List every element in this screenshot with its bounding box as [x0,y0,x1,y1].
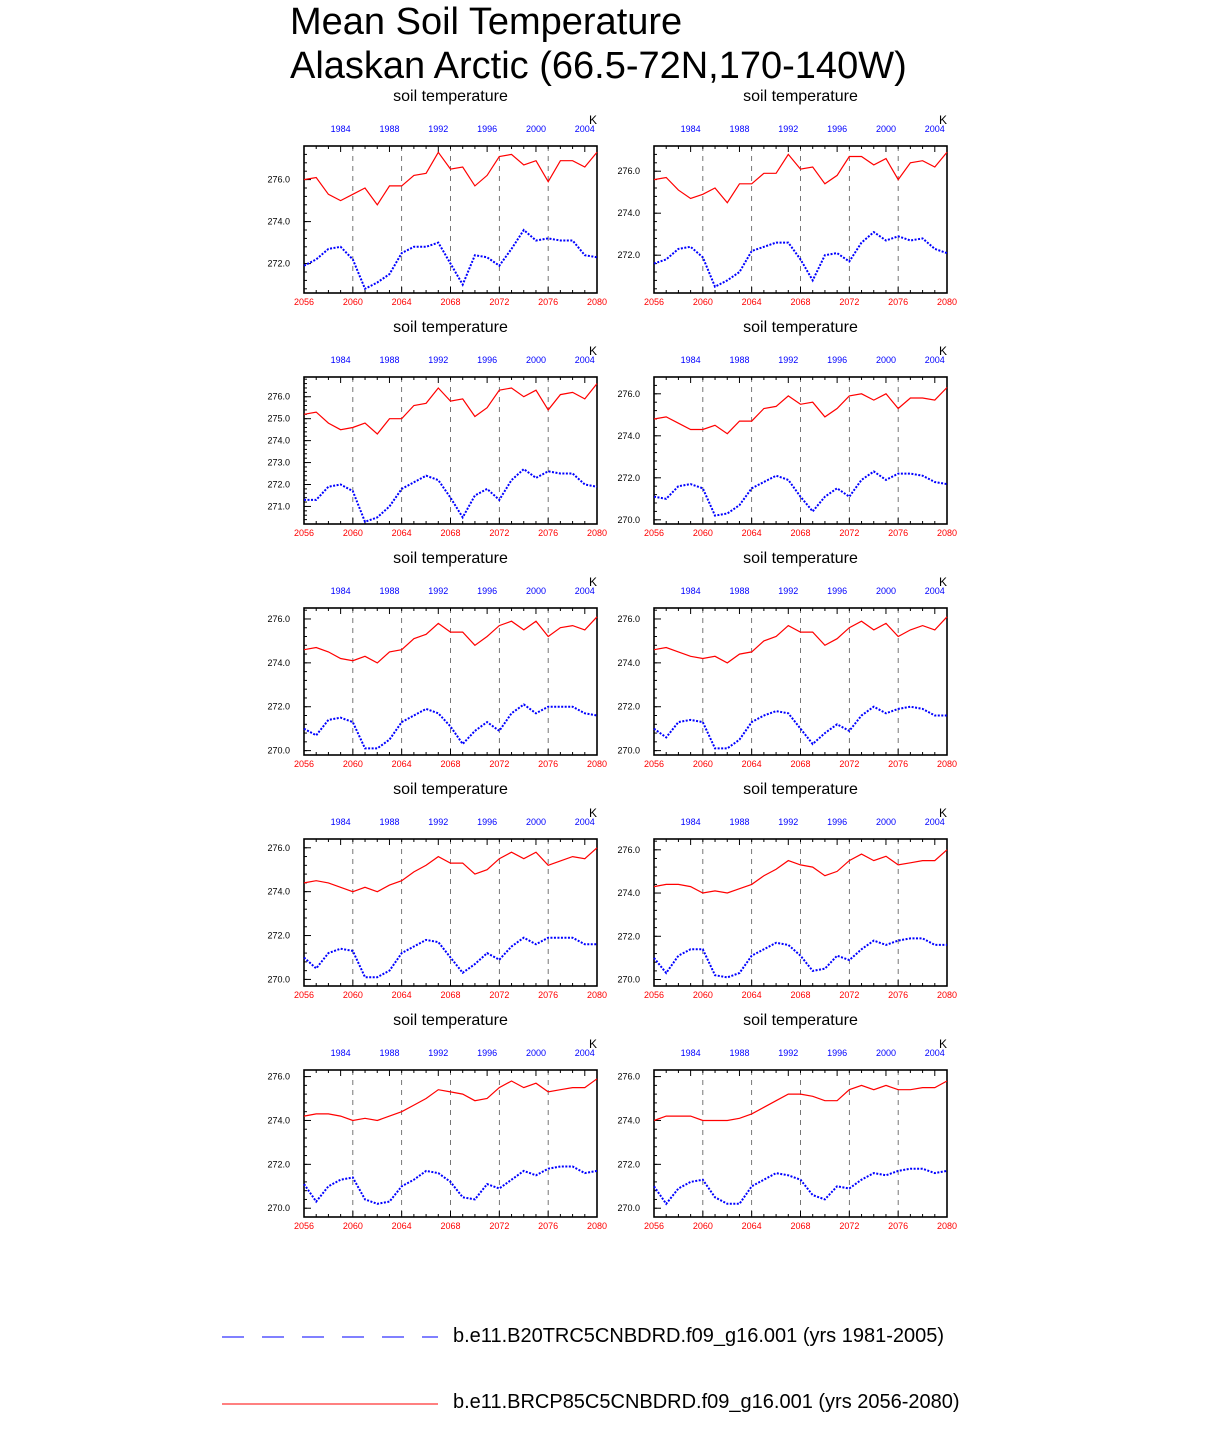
x-tick-label-bottom: 2056 [643,759,665,769]
x-tick-label-top: 1988 [729,817,750,827]
x-tick-label-bottom: 2080 [586,297,608,307]
panel-title: soil temperature [743,88,858,105]
x-tick-label-bottom: 2080 [936,1221,958,1231]
x-tick-label-top: 1992 [778,1048,799,1058]
x-tick-label-bottom: 2076 [538,297,559,307]
y-tick-label: 276.0 [267,391,290,402]
x-tick-label-bottom: 2060 [692,1221,713,1231]
x-tick-label-bottom: 2056 [643,297,665,307]
y-tick-label: 270.0 [617,514,640,525]
y-tick-label: 271.0 [267,501,290,512]
x-tick-label-bottom: 2056 [293,990,315,1000]
y-tick-label: 272.0 [617,472,640,483]
x-tick-label-top: 1992 [778,124,799,134]
y-tick-label: 274.0 [267,886,290,897]
x-tick-label-bottom: 2072 [839,528,860,538]
y-tick-label: 276.0 [267,842,290,853]
x-tick-label-top: 1988 [379,586,400,596]
panel-title: soil temperature [743,1012,858,1029]
x-tick-label-top: 2000 [875,586,896,596]
x-tick-label-top: 1996 [477,586,498,596]
units-label: K [938,344,948,358]
legend [0,1300,1224,1440]
panel-title: soil temperature [743,550,858,567]
x-tick-label-bottom: 2064 [391,990,412,1000]
x-tick-label-bottom: 2080 [936,759,958,769]
x-tick-label-top: 1996 [477,1048,498,1058]
y-tick-label: 272.0 [617,931,640,942]
x-tick-label-bottom: 2072 [489,990,510,1000]
x-tick-label-bottom: 2056 [643,1221,665,1231]
x-tick-label-bottom: 2068 [440,528,461,538]
units-label: K [938,1037,948,1051]
x-tick-label-bottom: 2080 [936,297,958,307]
x-tick-label-bottom: 2056 [643,528,665,538]
x-tick-label-bottom: 2080 [936,528,958,538]
x-tick-label-top: 1984 [680,124,701,134]
y-tick-label: 270.0 [267,745,290,756]
x-tick-label-bottom: 2068 [790,990,811,1000]
y-tick-label: 274.0 [267,1115,290,1126]
panel-6 [617,550,957,769]
x-tick-label-top: 1996 [827,1048,848,1058]
panel-1 [267,88,607,307]
x-tick-label-top: 2004 [924,355,945,365]
x-tick-label-top: 1984 [680,586,701,596]
y-tick-label: 274.0 [267,216,290,227]
x-tick-label-top: 2004 [574,1048,595,1058]
x-tick-label-bottom: 2072 [489,297,510,307]
x-tick-label-top: 1984 [330,1048,351,1058]
x-tick-label-top: 1992 [428,124,449,134]
x-tick-label-bottom: 2076 [538,759,559,769]
panel-3 [267,319,607,538]
y-tick-label: 272.0 [267,258,290,269]
y-tick-label: 274.0 [617,1115,640,1126]
panel-2 [617,88,957,307]
x-tick-label-top: 1984 [680,355,701,365]
x-tick-label-bottom: 2076 [888,759,909,769]
x-tick-label-top: 1996 [827,586,848,596]
x-tick-label-top: 1996 [827,355,848,365]
x-tick-label-bottom: 2060 [342,297,363,307]
units-label: K [588,113,598,127]
x-tick-label-bottom: 2060 [342,990,363,1000]
y-tick-label: 274.0 [617,888,640,899]
x-tick-label-top: 1992 [428,355,449,365]
y-tick-label: 270.0 [617,745,640,756]
x-tick-label-top: 1988 [379,1048,400,1058]
legend-lines [0,1300,460,1440]
x-tick-label-bottom: 2080 [586,759,608,769]
x-tick-label-bottom: 2076 [888,297,909,307]
x-tick-label-bottom: 2080 [586,990,608,1000]
x-tick-label-bottom: 2072 [839,990,860,1000]
x-tick-label-top: 1992 [778,355,799,365]
x-tick-label-bottom: 2060 [692,759,713,769]
x-tick-label-bottom: 2076 [538,528,559,538]
x-tick-label-bottom: 2068 [440,759,461,769]
x-tick-label-top: 1984 [680,1048,701,1058]
y-tick-label: 276.0 [617,1071,640,1082]
x-tick-label-top: 2004 [924,586,945,596]
panel-title: soil temperature [393,319,508,336]
x-tick-label-top: 2004 [574,586,595,596]
x-tick-label-top: 1992 [778,586,799,596]
panel-5 [267,550,607,769]
units-label: K [588,806,598,820]
x-tick-label-bottom: 2068 [790,759,811,769]
panel-8 [617,781,957,1000]
y-tick-label: 274.0 [267,435,290,446]
panel-title: soil temperature [393,781,508,798]
x-tick-label-top: 2000 [525,586,546,596]
panel-title: soil temperature [743,781,858,798]
x-tick-label-top: 1984 [680,817,701,827]
x-tick-label-bottom: 2060 [342,528,363,538]
x-tick-label-top: 1996 [827,817,848,827]
y-tick-label: 276.0 [617,388,640,399]
x-tick-label-bottom: 2056 [643,990,665,1000]
units-label: K [588,575,598,589]
panel-title: soil temperature [393,550,508,567]
x-tick-label-bottom: 2060 [342,1221,363,1231]
x-tick-label-top: 1988 [729,586,750,596]
x-tick-label-top: 1988 [379,355,400,365]
x-tick-label-top: 2004 [924,124,945,134]
y-tick-label: 276.0 [267,613,290,624]
x-tick-label-bottom: 2072 [489,528,510,538]
x-tick-label-top: 1988 [729,1048,750,1058]
y-tick-label: 270.0 [617,1203,640,1214]
x-tick-label-bottom: 2060 [342,759,363,769]
y-tick-label: 270.0 [617,974,640,985]
panel-title: soil temperature [393,88,508,105]
x-tick-label-top: 2004 [574,817,595,827]
x-tick-label-top: 1992 [428,817,449,827]
panel-10 [617,1012,957,1231]
y-tick-label: 276.0 [617,613,640,624]
y-tick-label: 276.0 [617,166,640,177]
y-tick-label: 270.0 [267,1203,290,1214]
figure-subtitle: Alaskan Arctic (66.5-72N,170-140W) [290,45,907,87]
y-tick-label: 274.0 [617,657,640,668]
y-tick-label: 276.0 [267,1071,290,1082]
x-tick-label-top: 1988 [379,124,400,134]
x-tick-label-bottom: 2064 [391,1221,412,1231]
y-tick-label: 272.0 [267,479,290,490]
y-tick-label: 276.0 [617,844,640,855]
x-tick-label-bottom: 2072 [839,297,860,307]
x-tick-label-bottom: 2064 [391,528,412,538]
x-tick-label-bottom: 2064 [741,297,762,307]
x-tick-label-top: 2000 [525,817,546,827]
x-tick-label-bottom: 2056 [293,297,315,307]
x-tick-label-bottom: 2072 [839,1221,860,1231]
x-tick-label-bottom: 2068 [440,297,461,307]
y-tick-label: 274.0 [267,657,290,668]
x-tick-label-top: 1992 [428,1048,449,1058]
units-label: K [938,575,948,589]
x-tick-label-bottom: 2064 [741,1221,762,1231]
x-tick-label-top: 2004 [574,124,595,134]
x-tick-label-bottom: 2060 [692,990,713,1000]
y-tick-label: 273.0 [267,457,290,468]
y-tick-label: 270.0 [267,974,290,985]
figure-title: Mean Soil Temperature [290,1,683,43]
x-tick-label-bottom: 2076 [538,990,559,1000]
x-tick-label-bottom: 2064 [741,990,762,1000]
x-tick-label-top: 1992 [428,586,449,596]
x-tick-label-top: 2000 [875,817,896,827]
x-tick-label-bottom: 2076 [888,528,909,538]
units-label: K [588,1037,598,1051]
x-tick-label-bottom: 2080 [586,528,608,538]
x-tick-label-bottom: 2072 [489,1221,510,1231]
x-tick-label-bottom: 2056 [293,528,315,538]
x-tick-label-top: 1996 [477,817,498,827]
y-tick-label: 272.0 [617,1159,640,1170]
panel-9 [267,1012,607,1231]
x-tick-label-top: 1988 [379,817,400,827]
x-tick-label-top: 2000 [875,1048,896,1058]
panel-7 [267,781,607,1000]
legend-label-historical: b.e11.B20TRC5CNBDRD.f09_g16.001 (yrs 1981-2005) [453,1325,945,1347]
x-tick-label-top: 1996 [827,124,848,134]
x-tick-label-top: 1984 [330,124,351,134]
x-tick-label-bottom: 2068 [790,297,811,307]
x-tick-label-top: 1988 [729,124,750,134]
y-tick-label: 274.0 [617,430,640,441]
panel-4 [617,319,957,538]
y-tick-label: 276.0 [267,174,290,185]
panel-title: soil temperature [393,1012,508,1029]
units-label: K [588,344,598,358]
panel-title: soil temperature [743,319,858,336]
x-tick-label-top: 2004 [574,355,595,365]
x-tick-label-bottom: 2068 [440,990,461,1000]
x-tick-label-bottom: 2056 [293,759,315,769]
x-tick-label-top: 1988 [729,355,750,365]
y-tick-label: 272.0 [267,701,290,712]
x-tick-label-bottom: 2064 [741,528,762,538]
x-tick-label-bottom: 2068 [790,528,811,538]
x-tick-label-top: 2000 [525,1048,546,1058]
x-tick-label-bottom: 2076 [888,1221,909,1231]
x-tick-label-bottom: 2060 [692,528,713,538]
y-tick-label: 272.0 [617,250,640,261]
x-tick-label-top: 1984 [330,817,351,827]
x-tick-label-bottom: 2080 [586,1221,608,1231]
x-tick-label-top: 1992 [778,817,799,827]
x-tick-label-bottom: 2056 [293,1221,315,1231]
x-tick-label-bottom: 2068 [440,1221,461,1231]
x-tick-label-bottom: 2076 [888,990,909,1000]
x-tick-label-bottom: 2068 [790,1221,811,1231]
x-tick-label-top: 1996 [477,355,498,365]
x-tick-label-bottom: 2064 [391,759,412,769]
x-tick-label-top: 2000 [525,355,546,365]
units-label: K [938,806,948,820]
x-tick-label-top: 1984 [330,586,351,596]
y-tick-label: 272.0 [617,701,640,712]
x-tick-label-top: 1984 [330,355,351,365]
x-tick-label-bottom: 2072 [489,759,510,769]
x-tick-label-bottom: 2080 [936,990,958,1000]
x-tick-label-bottom: 2076 [538,1221,559,1231]
y-tick-label: 272.0 [267,930,290,941]
x-tick-label-bottom: 2060 [692,297,713,307]
x-tick-label-bottom: 2064 [391,297,412,307]
y-tick-label: 272.0 [267,1159,290,1170]
x-tick-label-top: 2000 [525,124,546,134]
x-tick-label-bottom: 2064 [741,759,762,769]
y-tick-label: 275.0 [267,413,290,424]
x-tick-label-bottom: 2072 [839,759,860,769]
x-tick-label-top: 1996 [477,124,498,134]
legend-label-future: b.e11.BRCP85C5CNBDRD.f09_g16.001 (yrs 2056-2080) [453,1391,960,1413]
x-tick-label-top: 2000 [875,124,896,134]
x-tick-label-top: 2004 [924,817,945,827]
x-tick-label-top: 2000 [875,355,896,365]
y-tick-label: 274.0 [617,208,640,219]
x-tick-label-top: 2004 [924,1048,945,1058]
units-label: K [938,113,948,127]
